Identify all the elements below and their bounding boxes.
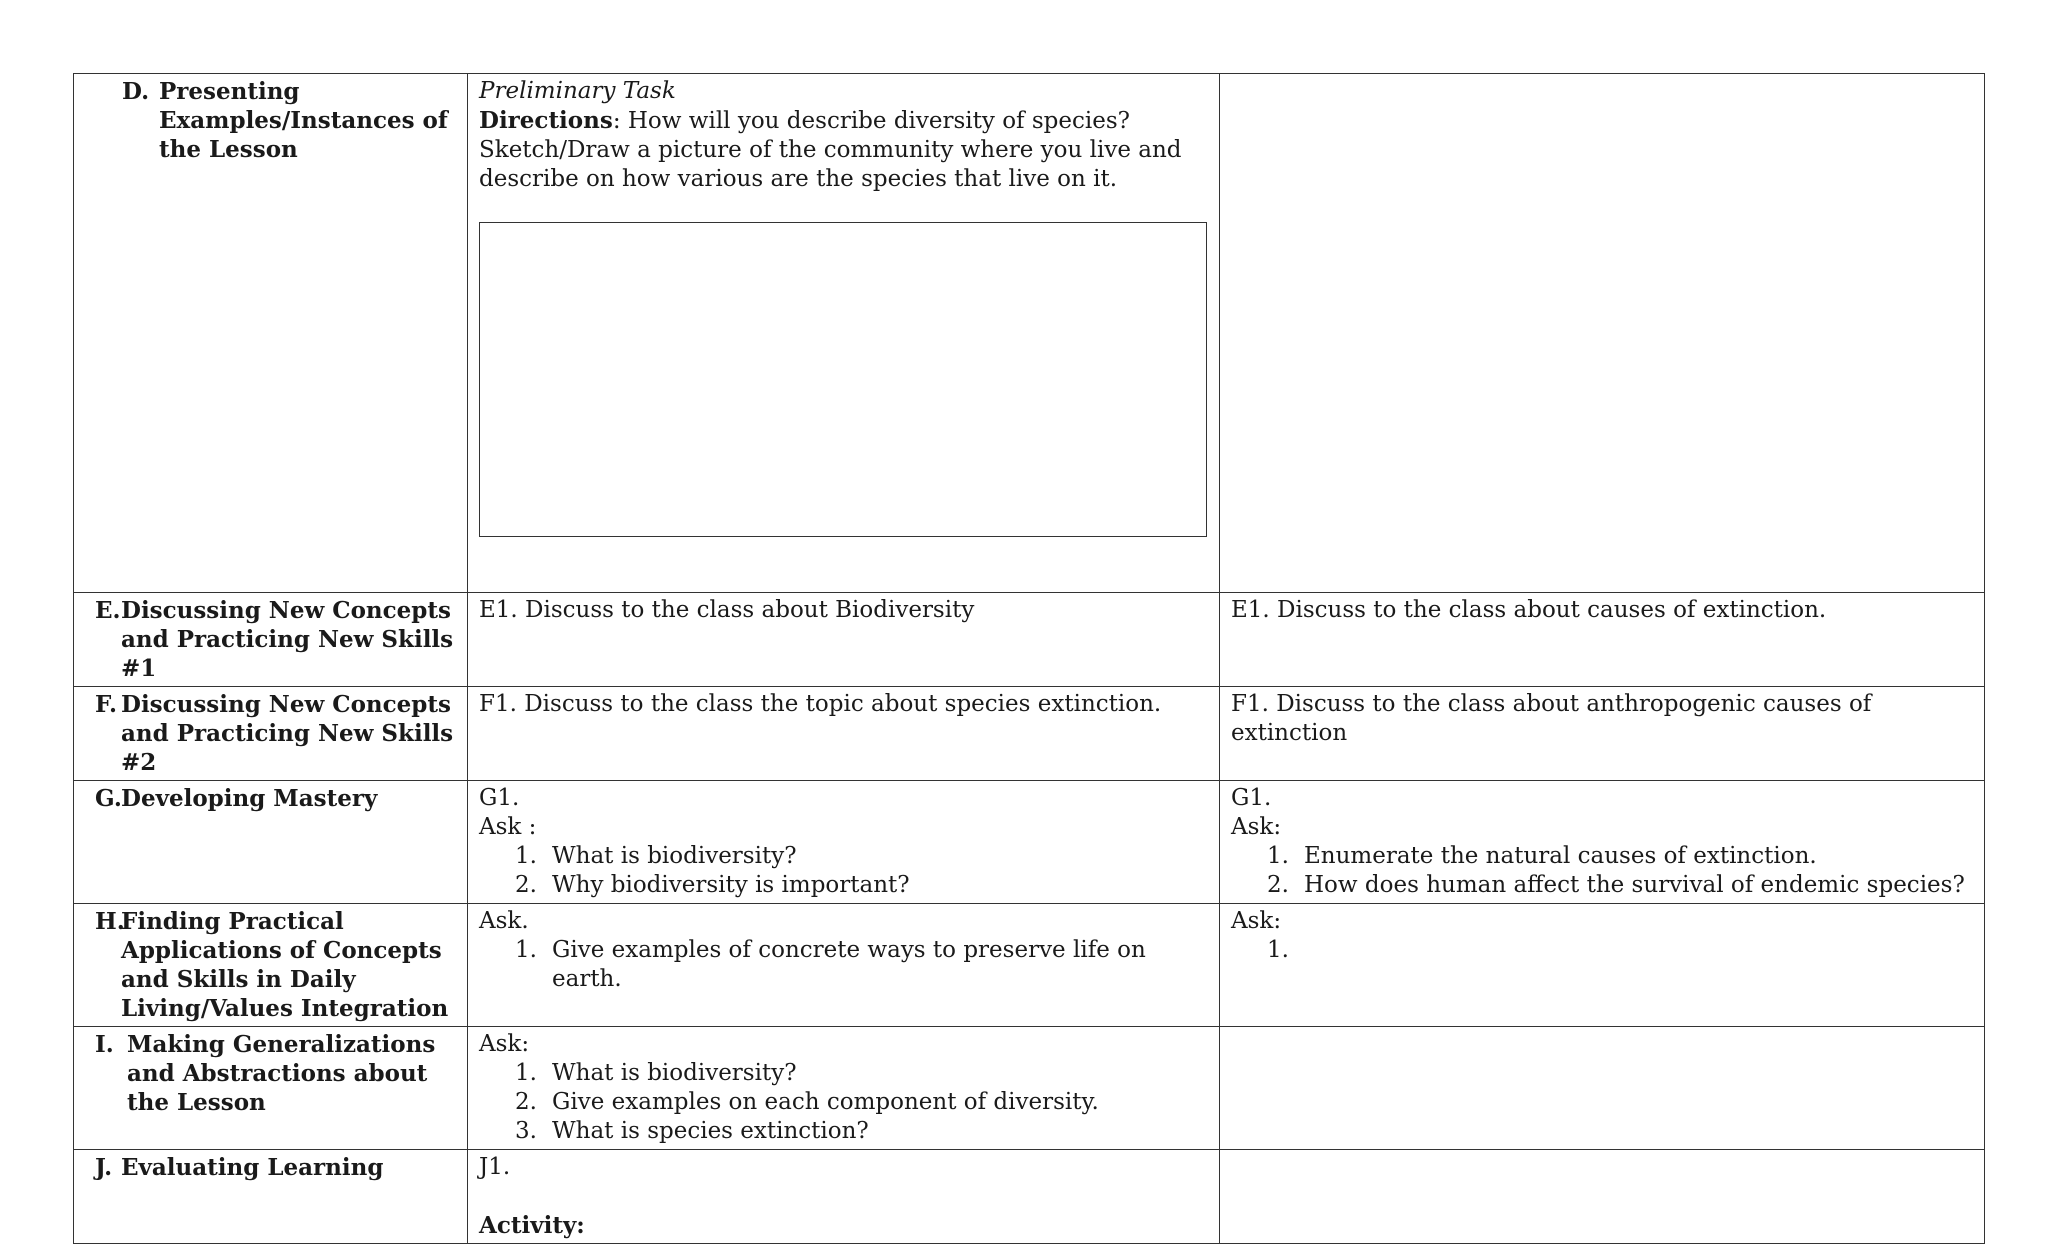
list-number: 1. bbox=[515, 843, 537, 869]
day2-cell bbox=[1220, 1027, 1985, 1150]
directions-line bbox=[479, 106, 1209, 136]
row-title: Evaluating Learning bbox=[121, 1154, 384, 1181]
question-list bbox=[1231, 936, 1974, 965]
row-header-cell bbox=[74, 781, 468, 904]
row-discussing-concepts-1 bbox=[74, 593, 1985, 687]
day1-cell bbox=[468, 781, 1220, 904]
row-discussing-concepts-2 bbox=[74, 687, 1985, 781]
row-title: Presenting Examples/Instances of the Lesson bbox=[159, 78, 448, 163]
row-title: Making Generalizations and Abstractions about the Lesson bbox=[127, 1031, 436, 1116]
row-header-cell bbox=[74, 593, 468, 687]
day2-cell: F1. Discuss to the class about anthropogenic causes of extinction bbox=[1220, 687, 1985, 781]
row-title: Finding Practical Applications of Concepts and Skills in Daily Living/Values Integration bbox=[121, 908, 449, 1022]
day2-cell bbox=[1220, 1150, 1985, 1244]
drawing-instruction: Sketch/Draw a picture of the community where you live and describe on how various are the species that live on it. bbox=[479, 137, 1182, 192]
question-list bbox=[479, 842, 1209, 900]
activity-code: G1. bbox=[1231, 785, 1272, 811]
row-practical-applications bbox=[74, 904, 1985, 1027]
directions-label: Directions bbox=[479, 107, 613, 134]
ask-label: Ask : bbox=[479, 814, 537, 840]
list-item bbox=[479, 871, 1209, 900]
day2-cell: E1. Discuss to the class about causes of extinction. bbox=[1220, 593, 1985, 687]
activity-label: Activity: bbox=[479, 1212, 585, 1239]
day1-cell: F1. Discuss to the class the topic about species extinction. bbox=[468, 687, 1220, 781]
question-list bbox=[479, 936, 1209, 994]
list-number: 2. bbox=[1267, 872, 1289, 898]
row-letter: I. bbox=[95, 1031, 114, 1058]
row-header-cell bbox=[74, 904, 468, 1027]
row-header-cell bbox=[74, 74, 468, 593]
row-presenting-examples bbox=[74, 74, 1985, 593]
lesson-plan-table bbox=[73, 73, 1985, 1244]
ask-label: Ask: bbox=[479, 1031, 530, 1057]
row-letter: F. bbox=[95, 691, 118, 718]
list-item bbox=[479, 1088, 1209, 1117]
row-header bbox=[85, 690, 457, 777]
activity-code: G1. bbox=[479, 785, 520, 811]
row-header-cell bbox=[74, 687, 468, 781]
row-evaluating-learning bbox=[74, 1150, 1985, 1244]
row-header bbox=[85, 784, 457, 813]
list-item bbox=[479, 1059, 1209, 1088]
list-item bbox=[479, 936, 1209, 994]
row-generalizations bbox=[74, 1027, 1985, 1150]
row-header bbox=[85, 1153, 457, 1182]
day1-cell bbox=[468, 904, 1220, 1027]
question-list bbox=[1231, 842, 1974, 900]
question-list bbox=[479, 1059, 1209, 1146]
activity-code: J1. bbox=[479, 1154, 511, 1180]
day1-cell bbox=[468, 1150, 1220, 1244]
list-number: 1. bbox=[1267, 843, 1289, 869]
row-header-cell bbox=[74, 1150, 468, 1244]
list-item bbox=[1231, 936, 1974, 965]
list-item bbox=[1231, 842, 1974, 871]
day1-cell: E1. Discuss to the class about Biodiversity bbox=[468, 593, 1220, 687]
directions-text: : How will you describe diversity of species? bbox=[612, 108, 1130, 134]
spacer bbox=[479, 1182, 1209, 1211]
row-title: Developing Mastery bbox=[121, 785, 378, 812]
row-title: Discussing New Concepts and Practicing New Skills #1 bbox=[121, 597, 454, 682]
list-item bbox=[479, 1117, 1209, 1146]
row-letter: H. bbox=[95, 908, 125, 935]
question-text: Give examples of concrete ways to preserve life on earth. bbox=[552, 937, 1146, 992]
ask-label: Ask: bbox=[1231, 814, 1282, 840]
drawing-box[interactable] bbox=[479, 222, 1207, 537]
preliminary-task-label: Preliminary Task bbox=[479, 78, 676, 104]
day1-cell bbox=[468, 74, 1220, 593]
question-text: Why biodiversity is important? bbox=[552, 872, 910, 898]
list-number: 1. bbox=[515, 1060, 537, 1086]
row-header-cell bbox=[74, 1027, 468, 1150]
list-number: 1. bbox=[1267, 937, 1289, 963]
row-letter: J. bbox=[95, 1154, 113, 1181]
row-developing-mastery bbox=[74, 781, 1985, 904]
question-text: How does human affect the survival of endemic species? bbox=[1304, 872, 1965, 898]
question-text: What is biodiversity? bbox=[552, 1060, 797, 1086]
day2-cell bbox=[1220, 781, 1985, 904]
question-text: Enumerate the natural causes of extinction. bbox=[1304, 843, 1817, 869]
question-text: What is species extinction? bbox=[552, 1118, 869, 1144]
list-item bbox=[1231, 871, 1974, 900]
list-number: 2. bbox=[515, 872, 537, 898]
row-title: Discussing New Concepts and Practicing New Skills #2 bbox=[121, 691, 454, 776]
list-number: 1. bbox=[515, 937, 537, 963]
row-header bbox=[85, 1030, 457, 1117]
list-number: 3. bbox=[515, 1118, 537, 1144]
ask-label: Ask: bbox=[1231, 908, 1282, 934]
row-header bbox=[85, 77, 457, 164]
row-header bbox=[85, 907, 457, 1023]
row-letter: G. bbox=[95, 785, 122, 812]
list-number: 2. bbox=[515, 1089, 537, 1115]
day1-cell bbox=[468, 1027, 1220, 1150]
day2-cell bbox=[1220, 74, 1985, 593]
question-text: Give examples on each component of diversity. bbox=[552, 1089, 1099, 1115]
list-item bbox=[479, 842, 1209, 871]
question-text: What is biodiversity? bbox=[552, 843, 797, 869]
day2-cell bbox=[1220, 904, 1985, 1027]
row-header bbox=[85, 596, 457, 683]
row-letter: E. bbox=[95, 597, 121, 624]
row-letter: D. bbox=[122, 78, 150, 105]
ask-label: Ask. bbox=[479, 908, 529, 934]
